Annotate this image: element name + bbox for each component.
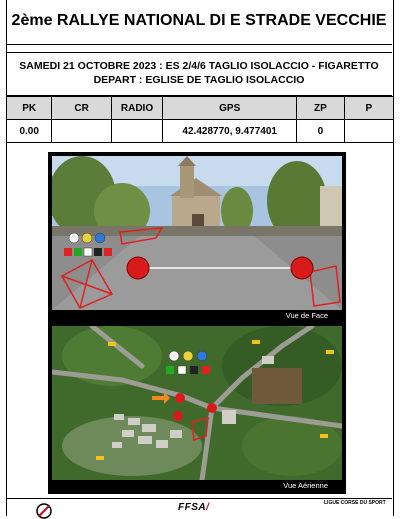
title-box — [6, 0, 392, 45]
front-view-photo — [52, 156, 342, 310]
header-gps: GPS — [163, 97, 297, 120]
info-row — [7, 120, 394, 143]
page-title: 2ème RALLYE NATIONAL DI E STRADE VECCHIE — [11, 12, 387, 29]
aerial-view-caption: Vue Aérienne — [273, 480, 338, 491]
info-header-row — [7, 97, 394, 120]
info-table — [6, 96, 394, 143]
header-pk: PK — [7, 97, 52, 120]
ffsa-logo — [178, 502, 209, 513]
aerial-view-frame — [48, 322, 346, 494]
header-cr: CR — [52, 97, 111, 120]
league-logo-text: LIGUE CORSE DU SPORT — [324, 500, 386, 506]
stage-date-line: SAMEDI 21 OCTOBRE 2023 : ES 2/4/6 TAGLIO ISOLACCIO - FIGARETTO — [19, 60, 379, 72]
stage-start-line: DEPART : EGLISE DE TAGLIO ISOLACCIO — [93, 74, 305, 86]
footer — [6, 498, 392, 517]
aerial-view-photo — [52, 326, 342, 480]
aerial-view-illustration — [52, 326, 342, 480]
cell-p — [344, 120, 393, 143]
ffsa-logo-text: FFSA — [178, 502, 207, 513]
front-view-illustration — [52, 156, 342, 310]
header-radio: RADIO — [111, 97, 162, 120]
cell-pk: 0.00 — [7, 120, 52, 143]
no-entry-icon — [36, 503, 52, 519]
front-view-frame — [48, 152, 346, 324]
cell-gps: 42.428770, 9.477401 — [163, 120, 297, 143]
header-zp: ZP — [297, 97, 344, 120]
ffsa-logo-slash: / — [206, 502, 210, 513]
cell-zp: 0 — [297, 120, 344, 143]
stage-box — [6, 52, 392, 96]
cell-radio — [111, 120, 162, 143]
cell-cr — [52, 120, 111, 143]
front-view-caption: Vue de Face — [276, 310, 338, 321]
header-p: P — [344, 97, 393, 120]
